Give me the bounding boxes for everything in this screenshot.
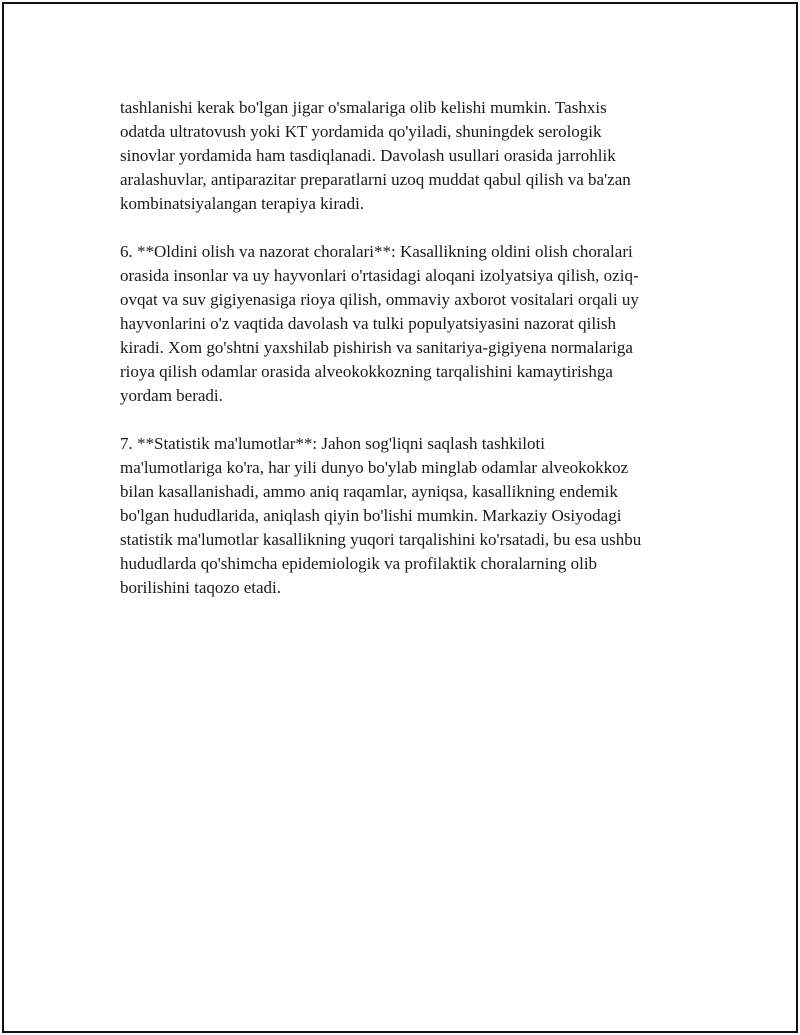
document-body — [120, 96, 700, 624]
text-line: rioya qilish odamlar orasida alveokokkozning tarqalishini kamaytirishga — [120, 362, 613, 381]
text-line: statistik ma'lumotlar kasallikning yuqori tarqalishini ko'rsatadi, bu esa ushbu — [120, 530, 642, 549]
text-line: kombinatsiyalangan terapiya kiradi. — [120, 194, 365, 213]
text-line: aralashuvlar, antiparazitar preparatlarni uzoq muddat qabul qilish va ba'zan — [120, 170, 631, 189]
text-line: 6. **Oldini olish va nazorat choralari**: Kasallikning oldini olish choralari — [120, 242, 633, 261]
text-line: odatda ultratovush yoki KT yordamida qo'yiladi, shuningdek serologik — [120, 122, 602, 141]
text-line: bo'lgan hududlarida, aniqlash qiyin bo'lishi mumkin. Markaziy Osiyodagi — [120, 506, 622, 525]
paragraph-statistics — [120, 432, 700, 600]
paragraph-diagnosis-treatment — [120, 96, 700, 216]
text-line: ma'lumotlariga ko'ra, har yili dunyo bo'ylab minglab odamlar alveokokkoz — [120, 458, 629, 477]
text-line: tashlanishi kerak bo'lgan jigar o'smalariga olib kelishi mumkin. Tashxis — [120, 98, 607, 117]
text-line: orasida insonlar va uy hayvonlari o'rtasidagi aloqani izolyatsiya qilish, oziq- — [120, 266, 639, 285]
paragraph-prevention-control — [120, 240, 700, 408]
document-page — [2, 2, 798, 1033]
text-line: ovqat va suv gigiyenasiga rioya qilish, ommaviy axborot vositalari orqali uy — [120, 290, 639, 309]
text-line: kiradi. Xom go'shtni yaxshilab pishirish va sanitariya-gigiyena normalariga — [120, 338, 633, 357]
text-line: hayvonlarini o'z vaqtida davolash va tulki populyatsiyasini nazorat qilish — [120, 314, 616, 333]
text-line: yordam beradi. — [120, 386, 223, 405]
text-line: bilan kasallanishadi, ammo aniq raqamlar, ayniqsa, kasallikning endemik — [120, 482, 618, 501]
text-line: 7. **Statistik ma'lumotlar**: Jahon sog'liqni saqlash tashkiloti — [120, 434, 545, 453]
text-line: sinovlar yordamida ham tasdiqlanadi. Davolash usullari orasida jarrohlik — [120, 146, 616, 165]
text-line: hududlarda qo'shimcha epidemiologik va profilaktik choralarning olib — [120, 554, 598, 573]
text-line: borilishini taqozo etadi. — [120, 578, 281, 597]
